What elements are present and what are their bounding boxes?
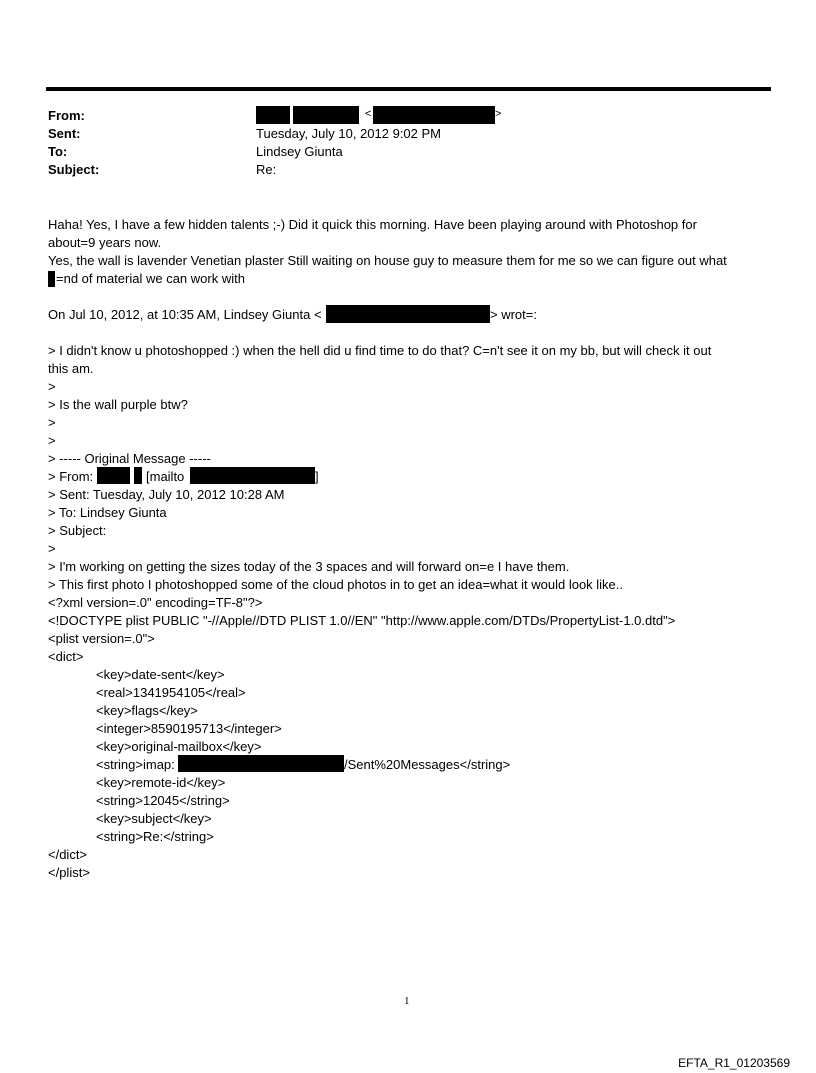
quote-line: > This first photo I photoshopped some of the cloud photos in to get an idea=what it would look like..	[48, 577, 624, 592]
xml-line: </plist>	[48, 865, 90, 880]
xml-line: <!DOCTYPE plist PUBLIC "-//Apple//DTD PLIST 1.0//EN" "http://www.apple.com/DTDs/PropertyList-1.0.dtd">	[48, 613, 676, 628]
xml-line: <key>remote-id</key>	[96, 775, 226, 790]
quote-line: >	[48, 541, 56, 556]
xml-line: <plist version=.0">	[48, 631, 155, 646]
redaction-block	[256, 106, 290, 124]
redaction-block	[48, 271, 55, 287]
body-line: Haha! Yes, I have a few hidden talents ;-) Did it quick this morning. Have been playing around with Photoshop for	[48, 217, 697, 232]
quote-line: > Is the wall purple btw?	[48, 397, 188, 412]
quote-line: this am.	[48, 361, 94, 376]
xml-line: <string>Re:</string>	[96, 829, 214, 844]
xml-imap-prefix: <string>imap:	[96, 757, 175, 772]
redaction-block	[178, 755, 344, 772]
from-lt: <	[365, 108, 372, 120]
reply-header-prefix: On Jul 10, 2012, at 10:35 AM, Lindsey Giunta <	[48, 307, 322, 322]
sent-label: Sent:	[48, 126, 81, 141]
to-label: To:	[48, 144, 68, 159]
page-number: 1	[404, 995, 410, 1007]
redaction-block	[326, 305, 490, 323]
reply-header-suffix: > wrot=:	[490, 307, 537, 322]
xml-line: </dict>	[48, 847, 88, 862]
subject-label: Subject:	[48, 162, 100, 177]
to-value: Lindsey Giunta	[256, 144, 343, 159]
quote-line: > Subject:	[48, 523, 107, 538]
xml-line: <key>flags</key>	[96, 703, 198, 718]
xml-line: <key>date-sent</key>	[96, 667, 225, 682]
from-gt: >	[495, 108, 502, 120]
xml-line: <real>1341954105</real>	[96, 685, 246, 700]
quote-line: > Sent: Tuesday, July 10, 2012 10:28 AM	[48, 487, 285, 502]
quote-line: > ----- Original Message -----	[48, 451, 211, 466]
xml-line: <key>original-mailbox</key>	[96, 739, 262, 754]
redaction-block	[190, 467, 315, 484]
quote-from-close: ]	[315, 469, 319, 484]
redaction-block	[134, 467, 142, 484]
redaction-block	[373, 106, 495, 124]
quote-line: >	[48, 415, 56, 430]
body-line: about=9 years now.	[48, 235, 162, 250]
quote-line: > To: Lindsey Giunta	[48, 505, 167, 520]
quote-line: > I'm working on getting the sizes today of the 3 spaces and will forward on=e I have them.	[48, 559, 570, 574]
sent-value: Tuesday, July 10, 2012 9:02 PM	[256, 126, 441, 141]
redaction-block	[97, 467, 130, 484]
xml-imap-suffix: /Sent%20Messages</string>	[344, 757, 511, 772]
body-line: Yes, the wall is lavender Venetian plaster Still waiting on house guy to measure them for me so we can figure out what	[48, 253, 727, 268]
body-line: =nd of material we can work with	[56, 271, 245, 286]
subject-value: Re:	[256, 162, 277, 177]
xml-line: <key>subject</key>	[96, 811, 212, 826]
bates-number: EFTA_R1_01203569	[678, 1056, 790, 1070]
xml-line: <integer>8590195713</integer>	[96, 721, 282, 736]
quote-line: > I didn't know u photoshopped :) when the hell did u find time to do that? C=n't see it on my bb, but will check it out	[48, 343, 712, 358]
quote-line: >	[48, 433, 56, 448]
redaction-block	[293, 106, 359, 124]
from-label: From:	[48, 108, 85, 123]
header-rule	[46, 87, 771, 91]
quote-from-mailto: [mailto	[146, 469, 185, 484]
quote-line: >	[48, 379, 56, 394]
xml-line: <dict>	[48, 649, 84, 664]
xml-line: <string>12045</string>	[96, 793, 230, 808]
quote-from-prefix: > From:	[48, 469, 94, 484]
xml-line: <?xml version=.0" encoding=TF-8"?>	[48, 595, 263, 610]
